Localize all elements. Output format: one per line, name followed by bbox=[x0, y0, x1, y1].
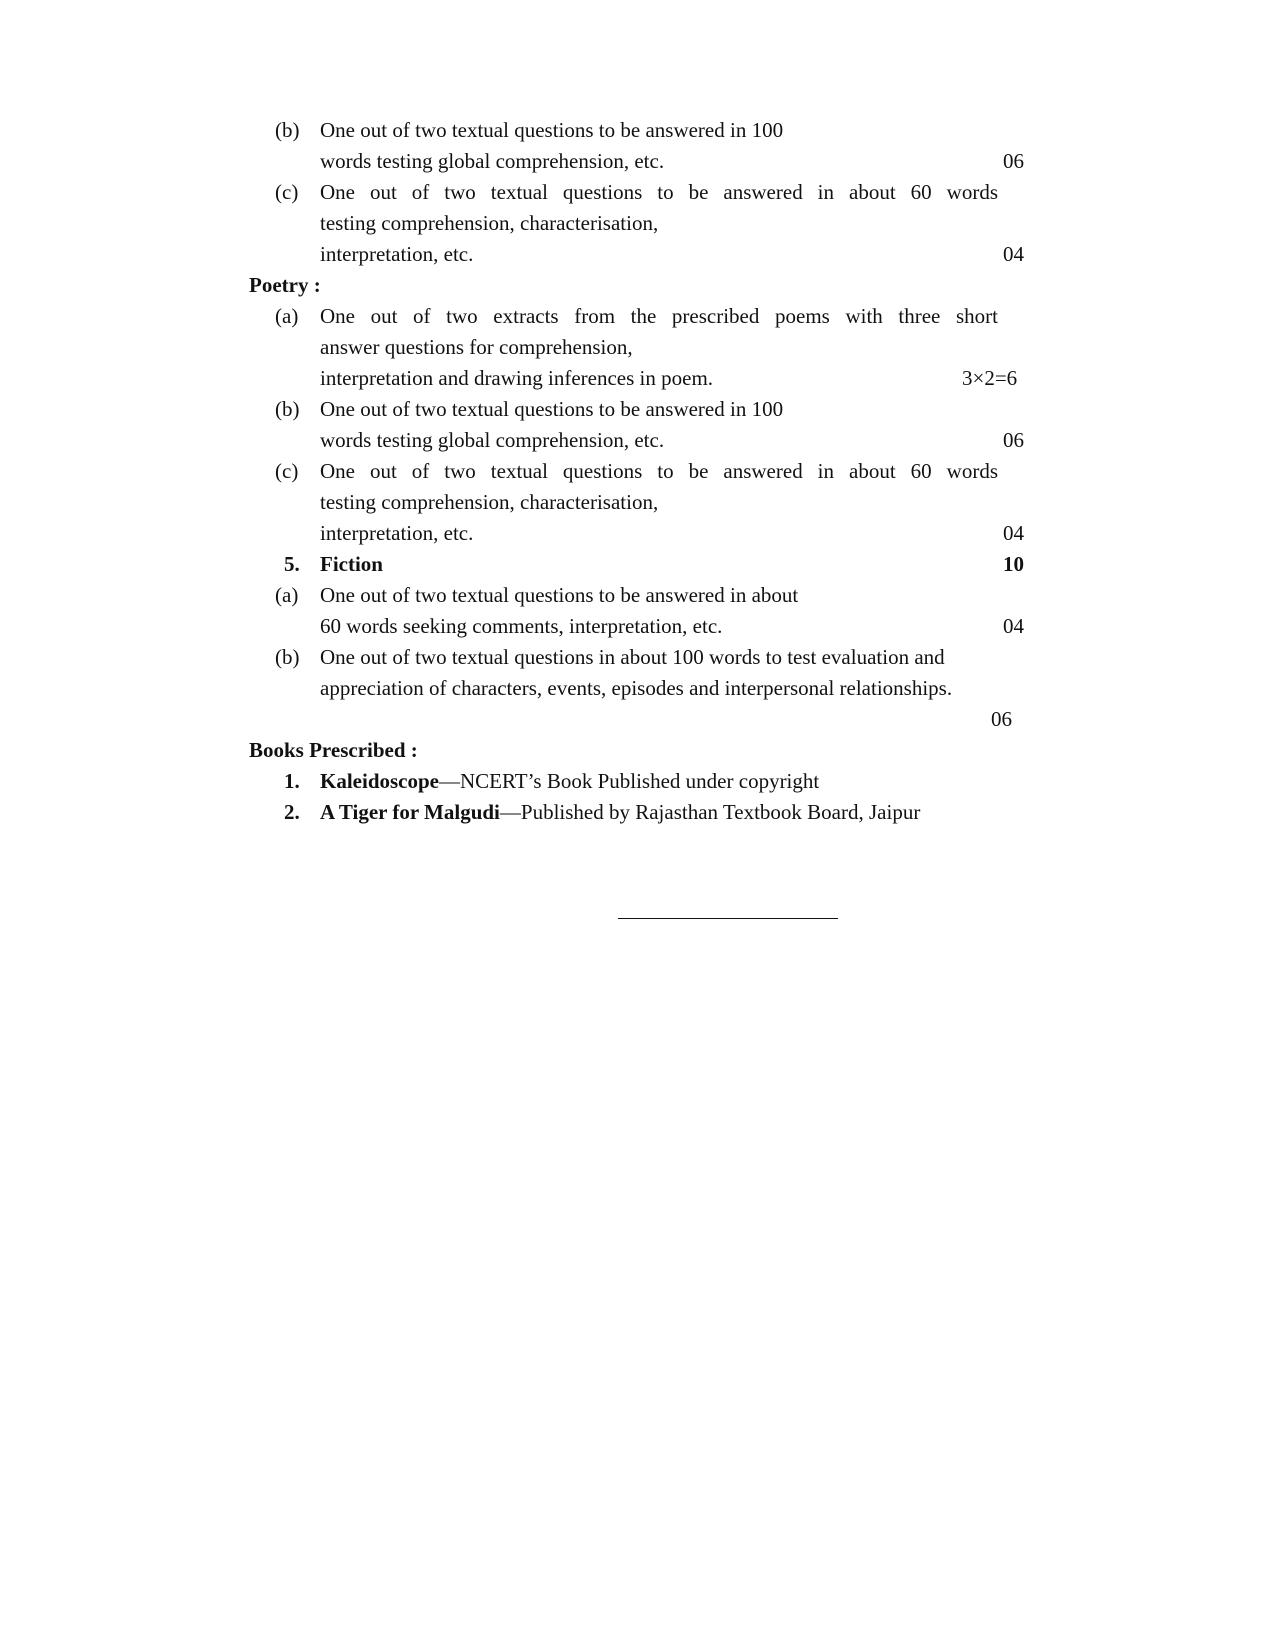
poetry-a-marks: 3×2=6 bbox=[962, 366, 1018, 390]
prose-c-line3: interpretation, etc. bbox=[320, 242, 474, 266]
prose-b-line1: One out of two textual questions to be answered in 100 bbox=[320, 118, 784, 142]
fiction-b-marks: 06 bbox=[991, 707, 1012, 731]
book-1-number: 1. bbox=[284, 769, 300, 793]
poetry-c-marks: 04 bbox=[1003, 521, 1024, 545]
poetry-a-line3: interpretation and drawing inferences in poem. bbox=[320, 366, 714, 390]
fiction-b-label: (b) bbox=[275, 645, 300, 669]
book-1-title: Kaleidoscope bbox=[320, 769, 439, 793]
prose-c-line1: One out of two textual questions to be answered in about 60 words bbox=[320, 180, 998, 204]
poetry-a-line1: One out of two extracts from the prescribed poems with three short bbox=[320, 304, 998, 328]
end-divider bbox=[618, 918, 838, 919]
fiction-a-line1: One out of two textual questions to be answered in about bbox=[320, 583, 799, 607]
fiction-b-line1: One out of two textual questions in about 100 words to test evaluation and bbox=[320, 645, 945, 669]
poetry-heading: Poetry : bbox=[249, 273, 321, 297]
fiction-a-marks: 04 bbox=[1003, 614, 1024, 638]
prose-c-line2: testing comprehension, characterisation, bbox=[320, 211, 659, 235]
prose-b-label: (b) bbox=[275, 118, 300, 142]
book-2-rest: —Published by Rajasthan Textbook Board, Jaipur bbox=[499, 800, 921, 824]
poetry-c-line2: testing comprehension, characterisation, bbox=[320, 490, 659, 514]
poetry-c-line3: interpretation, etc. bbox=[320, 521, 474, 545]
poetry-b-line1: One out of two textual questions to be answered in 100 bbox=[320, 397, 784, 421]
book-2-number: 2. bbox=[284, 800, 300, 824]
poetry-c-label: (c) bbox=[275, 459, 299, 483]
poetry-a-label: (a) bbox=[275, 304, 299, 328]
fiction-a-line2: 60 words seeking comments, interpretation, etc. bbox=[320, 614, 723, 638]
poetry-b-line2: words testing global comprehension, etc. bbox=[320, 428, 665, 452]
fiction-b-line2: appreciation of characters, events, episodes and interpersonal relationships. bbox=[320, 676, 953, 700]
prose-b-marks: 06 bbox=[1003, 149, 1024, 173]
fiction-number: 5. bbox=[284, 552, 300, 576]
books-heading: Books Prescribed : bbox=[249, 738, 418, 762]
fiction-a-label: (a) bbox=[275, 583, 299, 607]
book-2 bbox=[320, 800, 920, 824]
prose-b-line2: words testing global comprehension, etc. bbox=[320, 149, 665, 173]
book-2-title: A Tiger for Malgudi bbox=[320, 800, 500, 824]
fiction-marks: 10 bbox=[1003, 552, 1024, 576]
poetry-b-label: (b) bbox=[275, 397, 300, 421]
prose-c-marks: 04 bbox=[1003, 242, 1024, 266]
book-1 bbox=[320, 769, 819, 793]
book-1-rest: —NCERT’s Book Published under copyright bbox=[439, 769, 820, 793]
poetry-c-line1: One out of two textual questions to be answered in about 60 words bbox=[320, 459, 998, 483]
fiction-heading: Fiction bbox=[320, 552, 383, 576]
prose-c-label: (c) bbox=[275, 180, 299, 204]
poetry-b-marks: 06 bbox=[1003, 428, 1024, 452]
poetry-a-line2: answer questions for comprehension, bbox=[320, 335, 633, 359]
